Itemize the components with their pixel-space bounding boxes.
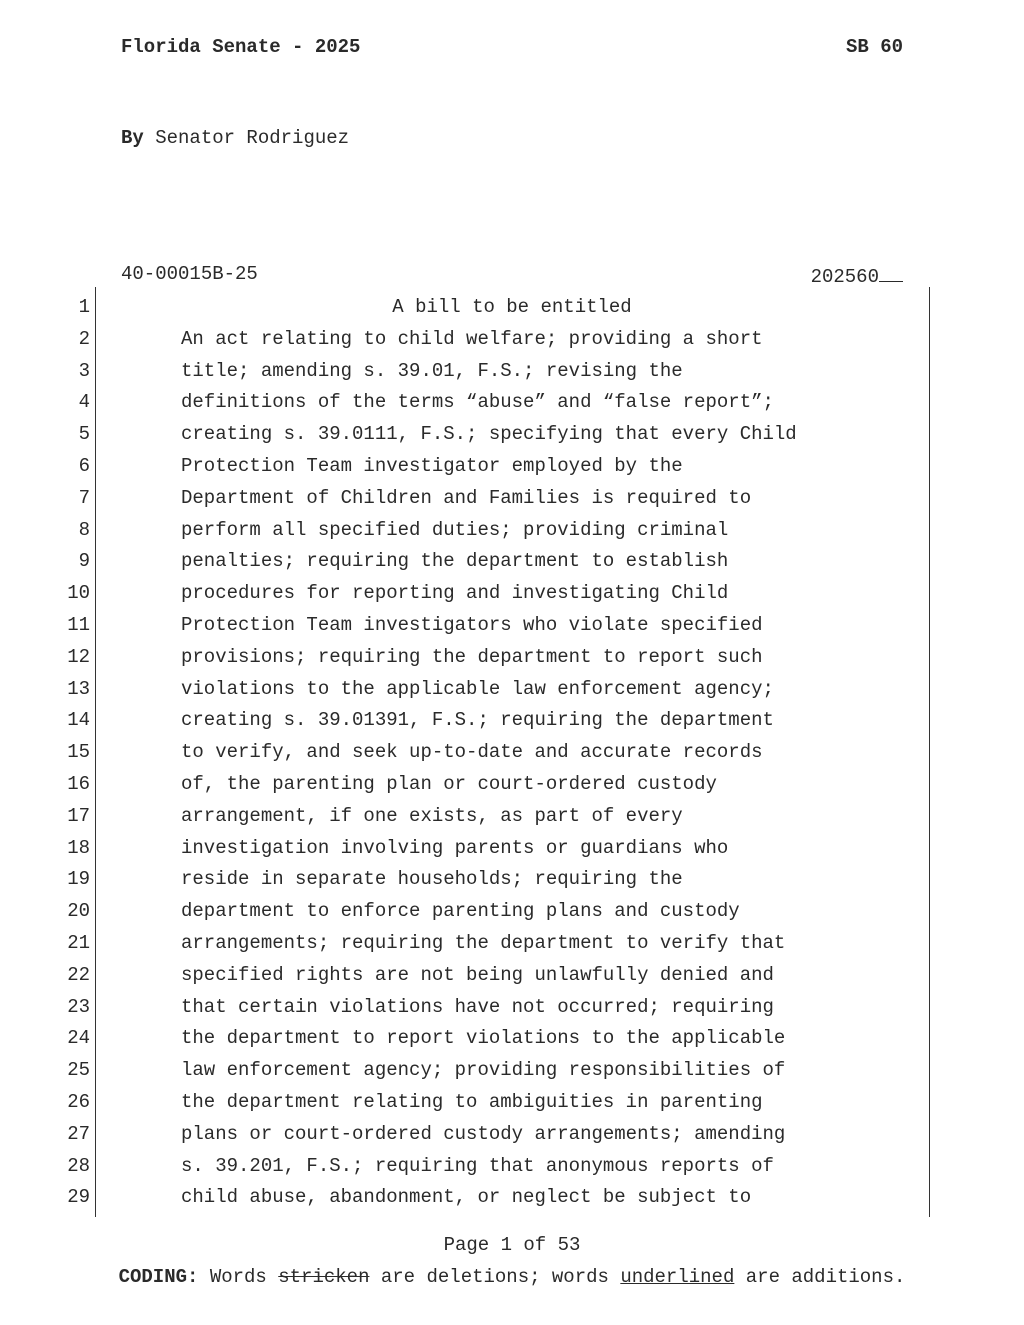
line-text: Protection Team investigator employed by the xyxy=(181,455,683,477)
line-text: provisions; requiring the department to report such xyxy=(181,645,763,668)
bill-line xyxy=(0,608,1024,640)
bill-code-blank xyxy=(879,263,903,282)
line-number: 10 xyxy=(67,582,90,605)
line-number: 16 xyxy=(67,773,90,795)
bill-line xyxy=(0,513,1024,545)
line-text: An act relating to child welfare; providing a short xyxy=(181,327,763,350)
bill-line xyxy=(0,1085,1024,1117)
bill-line xyxy=(0,1053,1024,1085)
line-number: 5 xyxy=(78,423,90,446)
line-number: 18 xyxy=(67,836,90,859)
line-text: law enforcement agency; providing responsibilities of xyxy=(181,1059,786,1082)
line-text: arrangement, if one exists, as part of every xyxy=(181,804,683,827)
line-number: 17 xyxy=(67,804,90,827)
line-text: child abuse, abandonment, or neglect be subject to xyxy=(181,1186,752,1209)
line-text: creating s. 39.01391, F.S.; requiring the department xyxy=(181,709,774,732)
line-number: 25 xyxy=(67,1059,90,1082)
bill-title-line: A bill to be entitled xyxy=(392,296,632,318)
coding-legend xyxy=(0,1266,1024,1288)
line-number: 24 xyxy=(67,1027,90,1050)
bill-line xyxy=(0,831,1024,863)
bill-code xyxy=(811,263,903,288)
line-number: 8 xyxy=(78,518,90,541)
line-text: specified rights are not being unlawfully denied and xyxy=(181,963,774,986)
line-text: department to enforce parenting plans and custody xyxy=(181,900,740,923)
line-text: penalties; requiring the department to establish xyxy=(181,550,729,573)
line-text: Department of Children and Families is required to xyxy=(181,486,752,509)
line-text: violations to the applicable law enforcement agency; xyxy=(181,677,774,700)
line-text: perform all specified duties; providing criminal xyxy=(181,518,729,541)
coding-text-1: Words xyxy=(209,1266,267,1288)
bill-line xyxy=(0,385,1024,417)
line-text: the department relating to ambiguities in parenting xyxy=(181,1091,763,1113)
line-number: 22 xyxy=(67,963,90,986)
line-number: 13 xyxy=(67,677,90,700)
bill-line xyxy=(0,417,1024,449)
line-number: 12 xyxy=(67,645,90,668)
sponsor-line xyxy=(121,127,349,149)
line-number: 6 xyxy=(78,455,90,477)
line-number: 14 xyxy=(67,709,90,732)
line-text: plans or court-ordered custody arrangements; amending xyxy=(181,1122,786,1145)
line-text: Protection Team investigators who violate specified xyxy=(181,614,763,636)
bill-number: SB 60 xyxy=(845,36,903,58)
line-text: to verify, and seek up-to-date and accurate records xyxy=(181,741,763,764)
bill-line xyxy=(0,354,1024,386)
page-number: Page 1 of 53 xyxy=(443,1234,581,1256)
coding-stricken-example: stricken xyxy=(278,1266,370,1288)
coding-underlined-example: underlined xyxy=(620,1266,735,1288)
bill-line xyxy=(0,290,1024,322)
sponsor-name: Senator Rodriguez xyxy=(155,127,350,149)
line-text: investigation involving parents or guardians who xyxy=(181,836,729,859)
line-text: definitions of the terms “abuse” and “false report”; xyxy=(181,391,774,414)
line-number: 3 xyxy=(78,359,90,382)
bill-line xyxy=(0,703,1024,735)
line-number: 27 xyxy=(67,1122,90,1145)
line-number: 26 xyxy=(67,1091,90,1113)
line-text: creating s. 39.0111, F.S.; specifying that every Child xyxy=(181,423,797,446)
bill-line xyxy=(0,990,1024,1022)
line-text: the department to report violations to the applicable xyxy=(181,1027,786,1050)
line-number: 28 xyxy=(67,1154,90,1177)
line-number: 7 xyxy=(78,486,90,509)
coding-text-3: are additions. xyxy=(745,1266,906,1288)
bill-line xyxy=(0,449,1024,481)
line-number: 15 xyxy=(67,741,90,764)
line-number: 20 xyxy=(67,900,90,923)
bill-line xyxy=(0,1149,1024,1181)
line-number: 21 xyxy=(67,932,90,954)
line-number: 19 xyxy=(67,868,90,891)
line-number: 9 xyxy=(78,550,90,573)
line-number: 11 xyxy=(67,614,90,636)
line-number: 1 xyxy=(78,296,90,318)
bill-line xyxy=(0,894,1024,926)
line-text: of, the parenting plan or court-ordered custody xyxy=(181,773,717,795)
coding-label: CODING: xyxy=(118,1266,199,1288)
bill-line xyxy=(0,640,1024,672)
line-number: 29 xyxy=(67,1186,90,1209)
line-text: procedures for reporting and investigating Child xyxy=(181,582,729,605)
bill-line xyxy=(0,322,1024,354)
bill-line xyxy=(0,1117,1024,1149)
line-number: 23 xyxy=(67,995,90,1018)
line-number: 4 xyxy=(78,391,90,414)
document-header-title: Florida Senate - 2025 xyxy=(121,36,361,58)
bill-line xyxy=(0,735,1024,767)
bill-line xyxy=(0,926,1024,958)
bill-line xyxy=(0,576,1024,608)
bill-line xyxy=(0,958,1024,990)
line-text: that certain violations have not occurred; requiring xyxy=(181,995,774,1018)
bill-line xyxy=(0,862,1024,894)
coding-text-2: are deletions; words xyxy=(380,1266,609,1288)
line-text: title; amending s. 39.01, F.S.; revising the xyxy=(181,359,683,382)
line-number: 2 xyxy=(78,327,90,350)
bill-line xyxy=(0,481,1024,513)
bill-line xyxy=(0,544,1024,576)
bill-line xyxy=(0,767,1024,799)
line-text: s. 39.201, F.S.; requiring that anonymous reports of xyxy=(181,1154,774,1177)
line-text: reside in separate households; requiring the xyxy=(181,868,683,891)
bill-line xyxy=(0,1021,1024,1053)
document-code: 40-00015B-25 xyxy=(121,263,258,285)
sponsor-label: By xyxy=(121,127,144,149)
bill-code-text: 202560 xyxy=(810,266,879,288)
bill-line xyxy=(0,672,1024,704)
bill-line xyxy=(0,1180,1024,1212)
bill-line xyxy=(0,799,1024,831)
line-text: arrangements; requiring the department to verify that xyxy=(181,932,786,954)
